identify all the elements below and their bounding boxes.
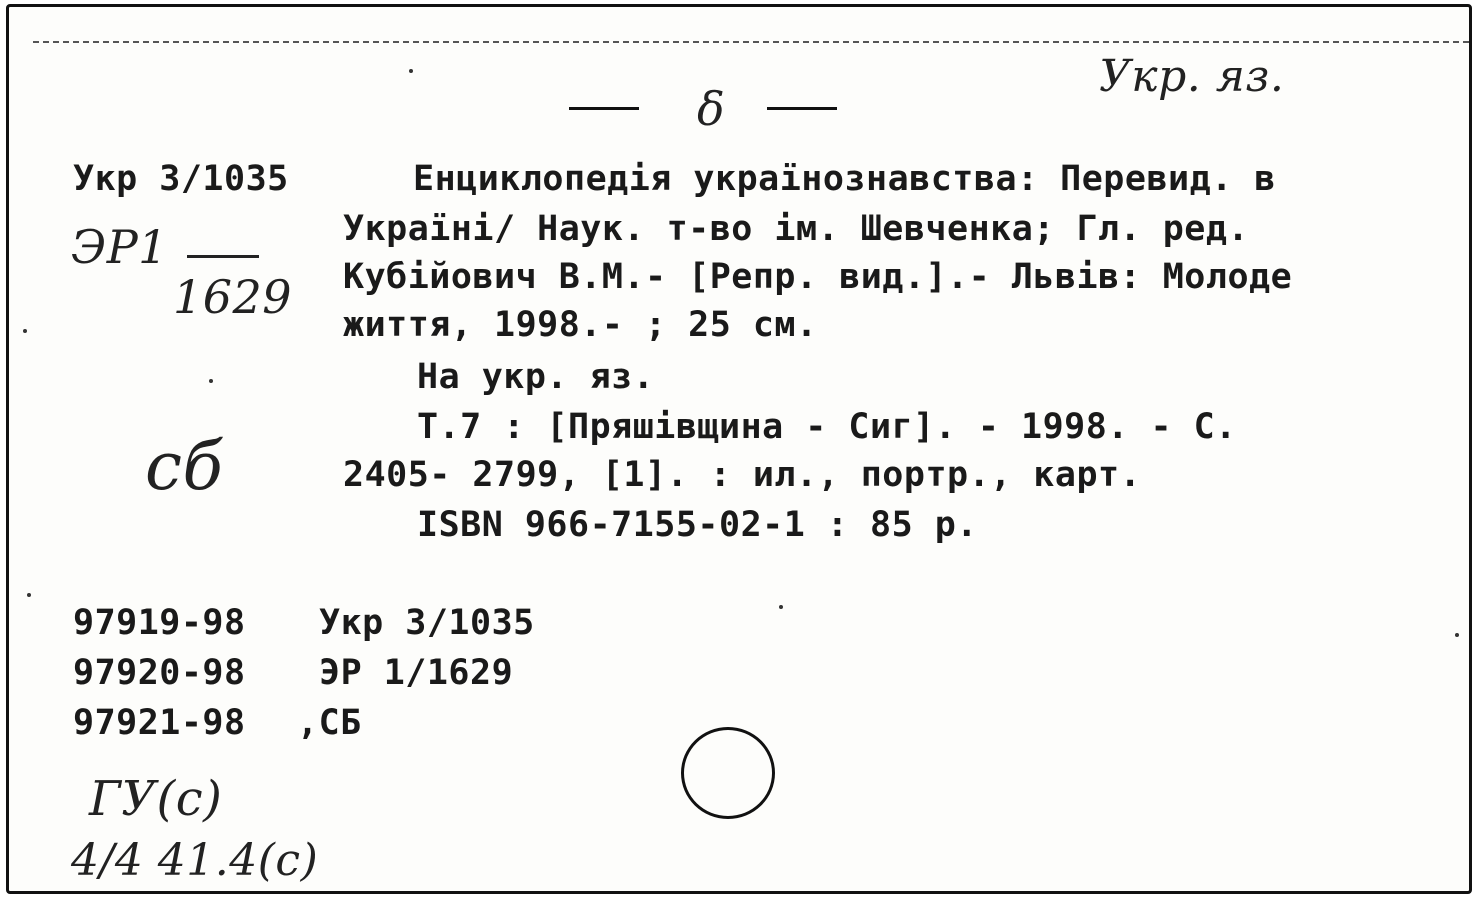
inventory-location: ЭР 1/1629 (319, 653, 514, 693)
top-dashed-line (33, 41, 1469, 43)
round-stamp-outline (681, 727, 775, 819)
handwritten-code-top: ЭР1 (71, 220, 168, 274)
handwritten-mark-sb: сб (145, 428, 224, 505)
call-number: Укр 3/1035 (73, 159, 289, 199)
catalog-card (6, 4, 1472, 894)
center-dash-right (767, 107, 837, 110)
entry-line-1: Енциклопедія українознавства: Перевид. в (413, 159, 1276, 199)
entry-line-3: Кубійович В.М.- [Репр. вид.].- Львів: Молоде (343, 257, 1293, 297)
speck (27, 593, 31, 597)
inventory-number: 97919-98 (73, 603, 246, 643)
note-language: На укр. яз. (417, 357, 655, 397)
volume-line-1: Т.7 : [Пряшівщина - Сиг]. - 1998. - С. (417, 407, 1237, 447)
entry-line-2: Україні/ Наук. т-во ім. Шевченка; Гл. ред. (343, 209, 1250, 249)
inventory-number: 97920-98 (73, 653, 246, 693)
handwritten-code-bottom: 1629 (173, 270, 293, 324)
inventory-location: ,СБ (297, 703, 362, 743)
speck (779, 605, 783, 609)
top-right-label: Укр. яз. (1099, 51, 1285, 102)
speck (1455, 633, 1459, 637)
inventory-location: Укр 3/1035 (319, 603, 535, 643)
volume-line-2: 2405- 2799, [1]. : ил., портр., карт. (343, 455, 1142, 495)
speck (409, 69, 413, 73)
center-dash-left (569, 107, 639, 110)
inventory-number: 97921-98 (73, 703, 246, 743)
handwritten-bottom-2: 4/4 41.4(с) (71, 835, 319, 886)
isbn-line: ISBN 966-7155-02-1 : 85 р. (417, 505, 978, 545)
speck (23, 329, 27, 333)
entry-line-4: життя, 1998.- ; 25 см. (343, 305, 818, 345)
handwritten-bottom-1: ГУ(с) (89, 771, 223, 827)
handwritten-fraction-line (187, 255, 259, 258)
top-center-mark: δ (697, 82, 726, 136)
speck (209, 379, 213, 383)
